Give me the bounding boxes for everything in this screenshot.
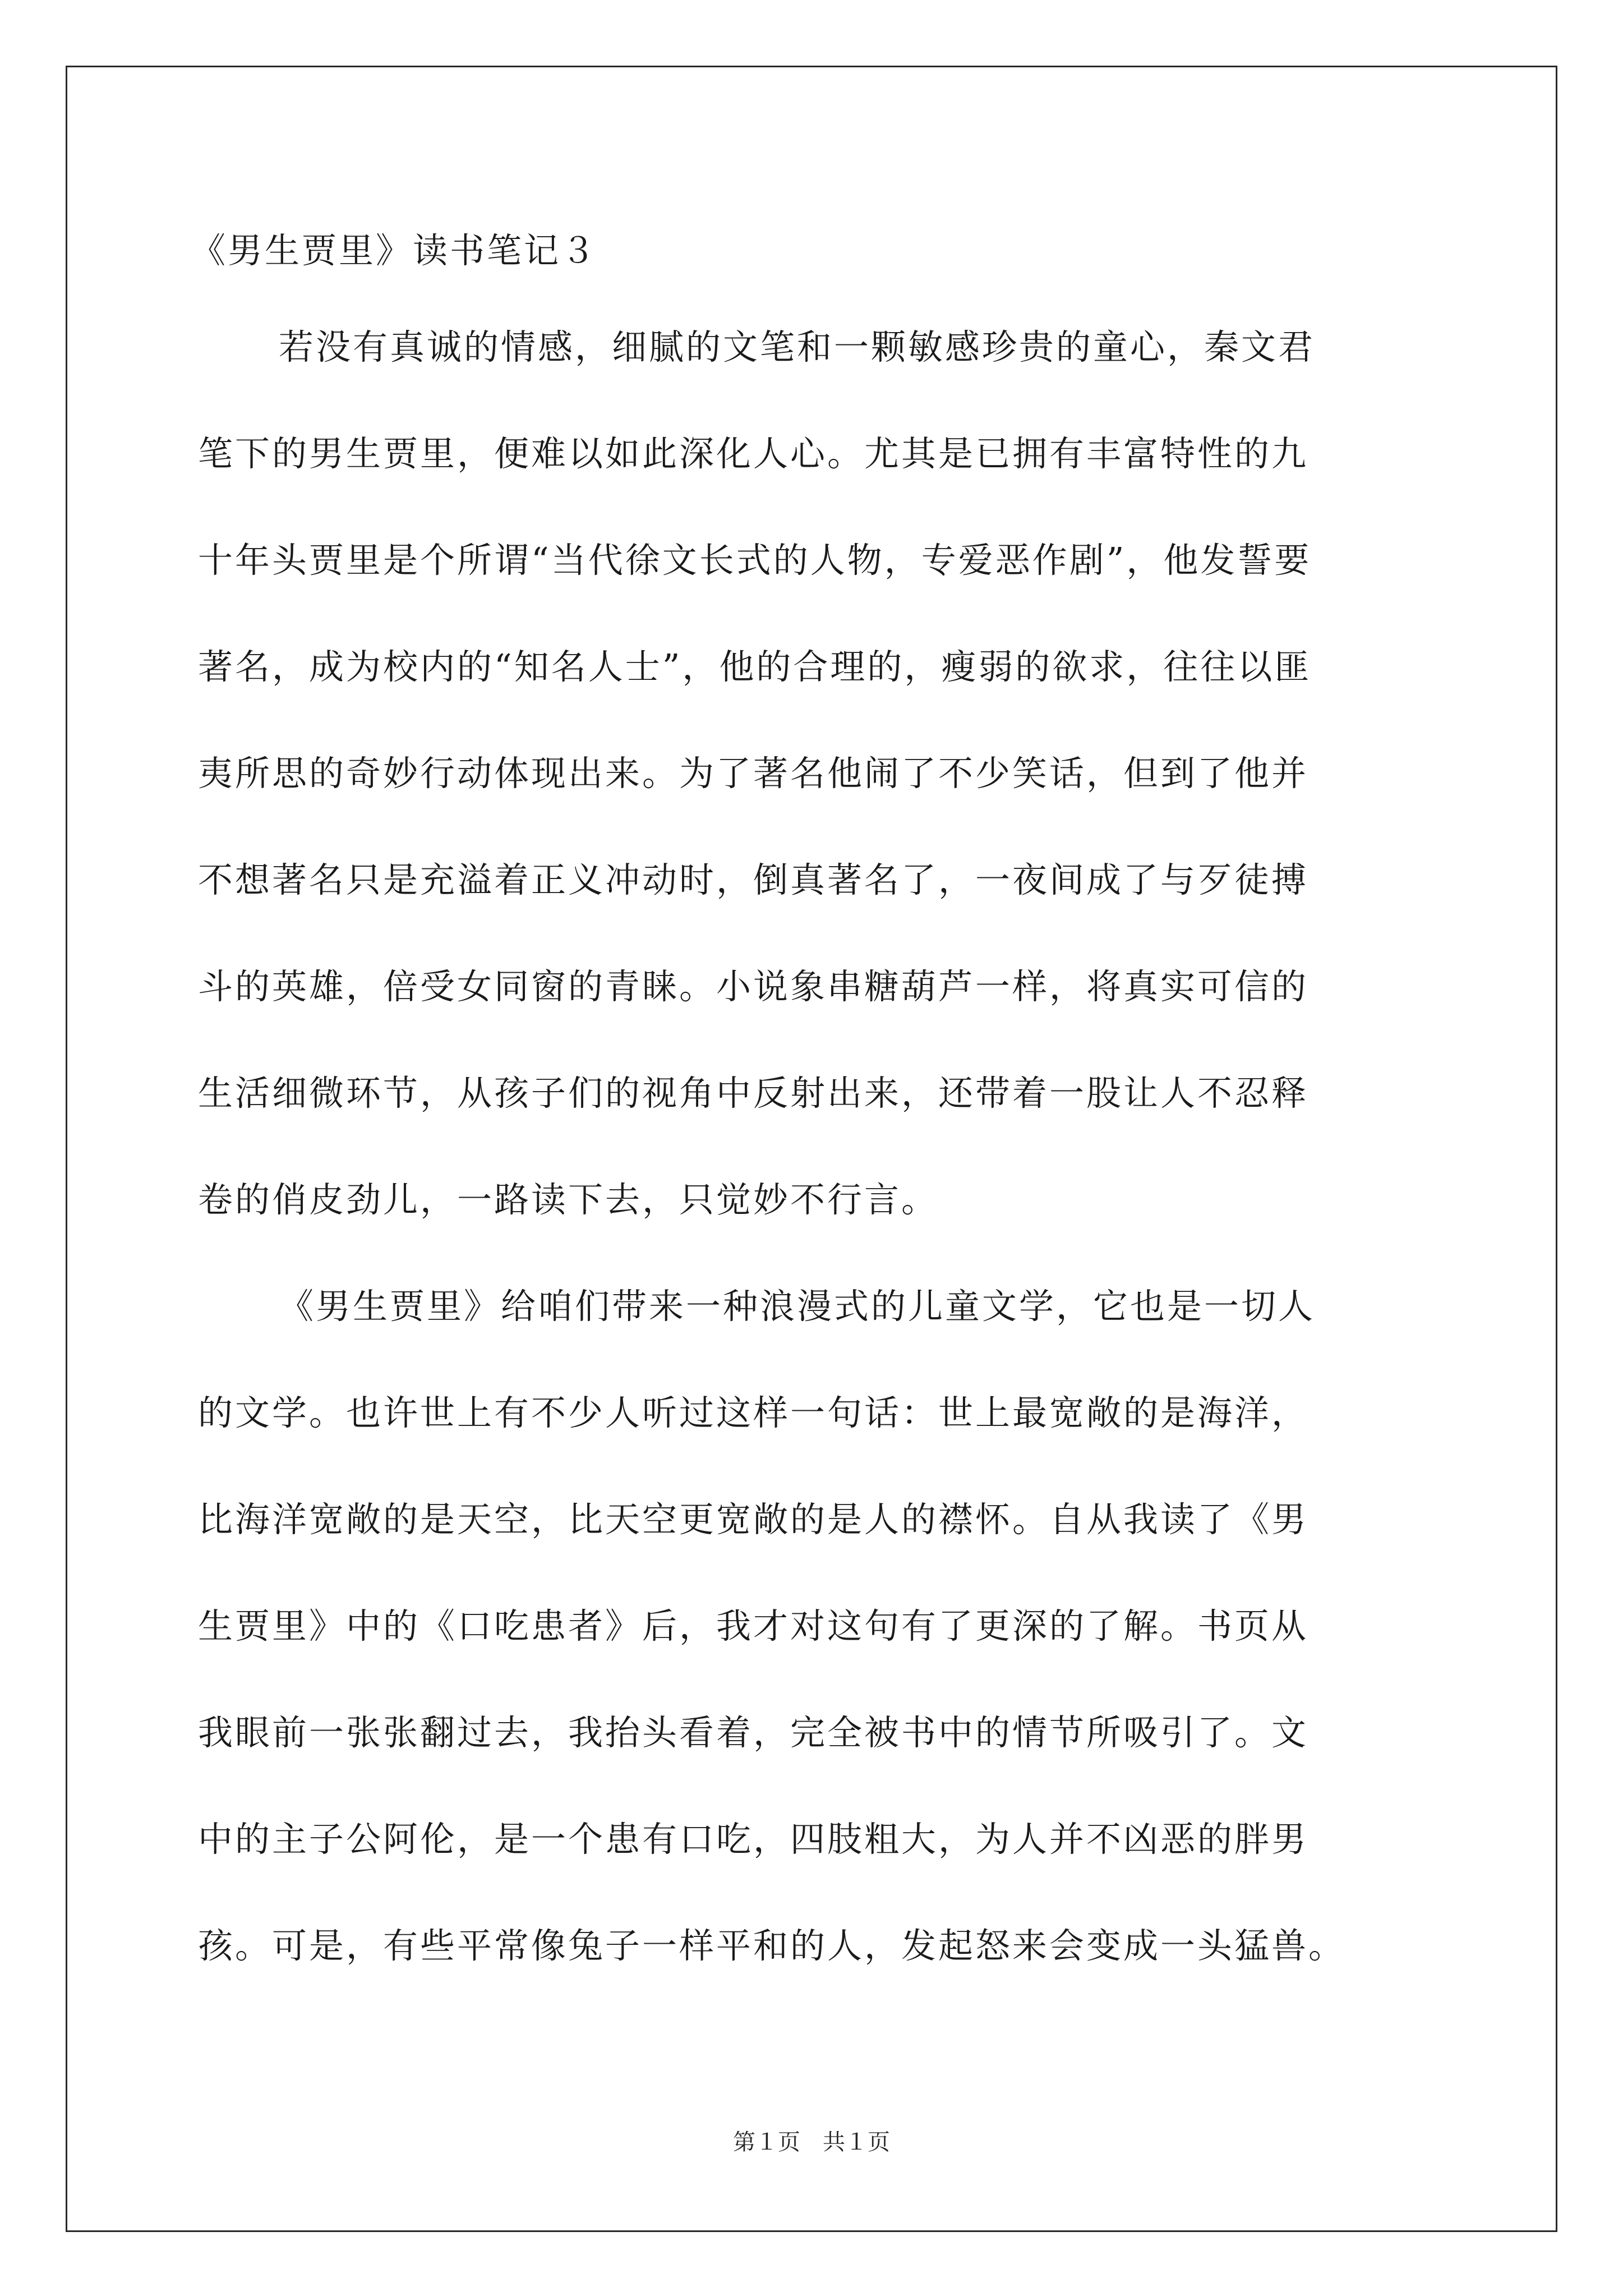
paragraph-2-line-3: 比海洋宽敞的是天空，比天空更宽敞的是人的襟怀。自从我读了《男 xyxy=(198,1499,1309,1540)
paragraph-2-line-7: 孩。可是，有些平常像兔子一样平和的人，发起怒来会变成一头猛兽。 xyxy=(198,1925,1346,1966)
paragraph-1-line-5: 夷所思的奇妙行动体现出来。为了著名他闹了不少笑话，但到了他并 xyxy=(198,753,1309,794)
paragraph-1-line-1: 若没有真诚的情感，细腻的文笔和一颗敏感珍贵的童心，秦文君 xyxy=(279,326,1316,367)
paragraph-1-line-7: 斗的英雄，倍受女同窗的青睐。小说象串糖葫芦一样，将真实可信的 xyxy=(198,966,1309,1007)
page-number-footer: 第１页 共１页 xyxy=(733,2129,890,2155)
document-title: 《男生贾里》读书笔记３ xyxy=(191,230,598,271)
paragraph-2-line-5: 我眼前一张张翻过去，我抬头看着，完全被书中的情节所吸引了。文 xyxy=(198,1712,1309,1753)
paragraph-1-line-6: 不想著名只是充溢着正义冲动时，倒真著名了，一夜间成了与歹徒搏 xyxy=(198,859,1309,900)
paragraph-1-line-2: 笔下的男生贾里，便难以如此深化人心。尤其是已拥有丰富特性的九 xyxy=(198,433,1309,474)
paragraph-1-line-9: 卷的俏皮劲儿，一路读下去，只觉妙不行言。 xyxy=(198,1179,939,1220)
paragraph-1-line-3: 十年头贾里是个所谓“当代徐文长式的人物，专爱恶作剧”，他发誓要 xyxy=(198,540,1312,581)
paragraph-2-line-4: 生贾里》中的《口吃患者》后，我才对这句有了更深的了解。书页从 xyxy=(198,1605,1309,1646)
paragraph-1-line-4: 著名，成为校内的“知名人士”，他的合理的，瘦弱的欲求，往往以匪 xyxy=(198,646,1312,687)
paragraph-1-line-8: 生活细微环节，从孩子们的视角中反射出来，还带着一股让人不忍释 xyxy=(198,1073,1309,1114)
page-border xyxy=(66,66,1557,2232)
paragraph-2-line-2: 的文学。也许世上有不少人听过这样一句话：世上最宽敞的是海洋， xyxy=(198,1392,1309,1433)
paragraph-2-line-6: 中的主子公阿伦，是一个患有口吃，四肢粗大，为人并不凶恶的胖男 xyxy=(198,1819,1309,1860)
paragraph-2-line-1: 《男生贾里》给咱们带来一种浪漫式的儿童文学，它也是一切人 xyxy=(279,1286,1316,1327)
